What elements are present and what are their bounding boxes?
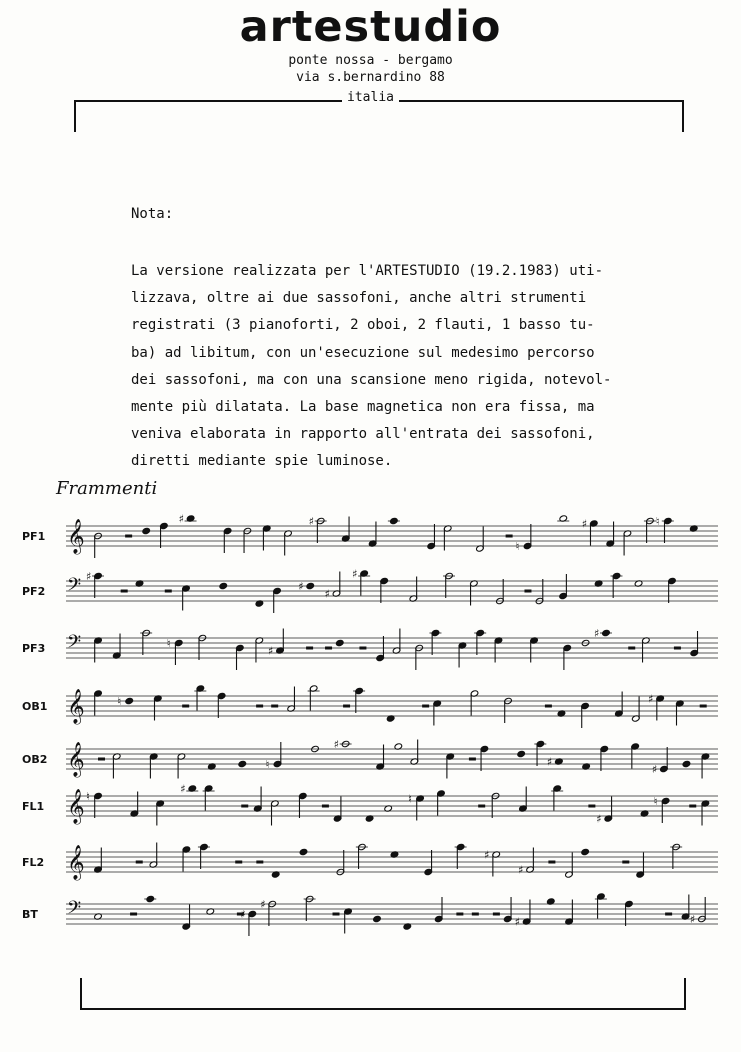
- rest-mark: [665, 913, 672, 916]
- accidental-mark: ♯: [593, 627, 600, 640]
- rest-mark: [98, 758, 105, 761]
- rest-mark: [256, 861, 263, 864]
- note-line: diretti mediante spie luminose.: [131, 453, 393, 470]
- accidental-mark: ♯: [596, 812, 602, 826]
- letterhead-frame-bottom: [80, 978, 686, 1010]
- rest-mark: [700, 705, 707, 708]
- accidental-mark: ♯: [651, 763, 658, 776]
- rest-mark: [689, 805, 696, 808]
- accidental-mark: ♯: [86, 570, 92, 583]
- accidental-mark: ♮: [408, 792, 412, 806]
- rest-mark: [493, 913, 500, 916]
- rest-mark: [125, 535, 132, 538]
- rest-mark: [422, 705, 429, 708]
- bass-clef-icon: 𝄢: [67, 632, 82, 657]
- accidental-mark: ♯: [484, 848, 490, 862]
- accidental-mark: ♮: [655, 515, 660, 528]
- accidental-mark: ♯: [581, 517, 588, 531]
- accidental-mark: ♮: [515, 540, 520, 553]
- accidental-mark: ♮: [117, 695, 122, 708]
- staff-label: PF3: [22, 642, 46, 655]
- note-head: [581, 848, 590, 855]
- note-line: lizzava, oltre ai due sassofoni, anche altri strumenti: [131, 290, 587, 307]
- note-line: dei sassofoni, ma con una scansione meno rigida, notevol-: [131, 371, 612, 388]
- treble-clef-icon: 𝄞: [67, 742, 85, 777]
- accidental-mark: ♯: [648, 692, 654, 706]
- rest-mark: [241, 805, 248, 808]
- rest-mark: [271, 705, 278, 708]
- accidental-mark: ♯: [518, 863, 524, 877]
- note-head: [219, 582, 228, 589]
- accidental-mark: ♮: [653, 795, 658, 808]
- note-label: Nota:: [131, 206, 174, 222]
- rest-mark: [456, 913, 463, 916]
- rest-mark: [306, 647, 313, 650]
- address-line-1: ponte nossa - bergamo: [288, 53, 453, 68]
- accidental-mark: ♯: [333, 738, 339, 751]
- staff-label: BT: [22, 908, 38, 921]
- rest-mark: [674, 647, 681, 650]
- note-head: [299, 848, 308, 855]
- accidental-mark: ♯: [267, 644, 274, 658]
- accidental-mark: ♯: [298, 580, 304, 593]
- accidental-mark: ♯: [352, 567, 358, 581]
- treble-clef-icon: 𝄞: [67, 789, 85, 824]
- accidental-mark: ♯: [324, 587, 330, 601]
- accidental-mark: ♯: [689, 913, 696, 926]
- rest-mark: [256, 705, 263, 708]
- treble-clef-icon: 𝄞: [67, 689, 85, 724]
- rest-mark: [548, 861, 555, 864]
- accidental-mark: ♮: [265, 758, 270, 771]
- treble-clef-icon: 𝄞: [67, 519, 85, 554]
- note-line: registrati (3 pianoforti, 2 oboi, 2 flauti, 1 basso tu-: [131, 317, 595, 334]
- note-head: [335, 639, 344, 646]
- rest-mark: [182, 705, 189, 708]
- staff-label: PF2: [22, 585, 46, 598]
- bass-clef-icon: 𝄢: [67, 575, 82, 600]
- accidental-mark: ♯: [546, 755, 553, 769]
- country-label: italia: [342, 90, 399, 105]
- staff-label: FL1: [22, 800, 45, 813]
- artestudio-logo: artestudio: [239, 2, 502, 52]
- rest-mark: [333, 913, 340, 916]
- rest-mark: [469, 758, 476, 761]
- note-line: ba) ad libitum, con un'esecuzione sul medesimo percorso: [131, 344, 595, 361]
- note-head: [125, 697, 134, 704]
- staff-label: FL2: [22, 856, 45, 869]
- note-line: mente più dilatata. La base magnetica non era fissa, ma: [131, 399, 595, 416]
- staff-label: OB1: [22, 700, 48, 713]
- rest-mark: [524, 590, 531, 593]
- accidental-mark: ♯: [180, 782, 186, 796]
- score-title: Frammenti: [56, 478, 158, 499]
- rest-mark: [472, 913, 479, 916]
- staff-label: PF1: [22, 530, 46, 543]
- accidental-mark: ♮: [166, 637, 171, 650]
- rest-mark: [588, 805, 595, 808]
- note-head: [682, 760, 691, 767]
- rest-mark: [478, 805, 485, 808]
- note-line: veniva elaborata in rapporto all'entrata dei sassofoni,: [131, 426, 595, 443]
- treble-clef-icon: 𝄞: [67, 845, 85, 880]
- rest-mark: [325, 647, 332, 650]
- accidental-mark: ♯: [308, 515, 315, 528]
- note-head: [517, 750, 526, 757]
- rest-mark: [136, 861, 143, 864]
- rest-mark: [628, 647, 635, 650]
- rest-mark: [343, 705, 350, 708]
- rest-mark: [235, 861, 242, 864]
- note-head: [238, 760, 247, 767]
- rest-mark: [545, 705, 552, 708]
- accidental-mark: ♯: [178, 512, 184, 526]
- bass-clef-icon: 𝄢: [67, 898, 82, 923]
- rest-mark: [322, 805, 329, 808]
- rest-mark: [121, 590, 128, 593]
- staff-label: OB2: [22, 753, 48, 766]
- rest-mark: [622, 861, 629, 864]
- rest-mark: [165, 590, 172, 593]
- note-head: [142, 527, 151, 534]
- note-head: [306, 582, 315, 589]
- accidental-mark: ♯: [240, 908, 246, 921]
- rest-mark: [130, 913, 137, 916]
- address-line-2: via s.bernardino 88: [296, 70, 445, 85]
- rest-mark: [506, 535, 513, 538]
- accidental-mark: ♮: [86, 790, 90, 803]
- rest-mark: [359, 647, 366, 650]
- accidental-mark: ♯: [514, 915, 520, 929]
- accidental-mark: ♯: [260, 898, 266, 911]
- note-head: [373, 915, 382, 922]
- note-line: La versione realizzata per l'ARTESTUDIO (19.2.1983) uti-: [131, 263, 604, 279]
